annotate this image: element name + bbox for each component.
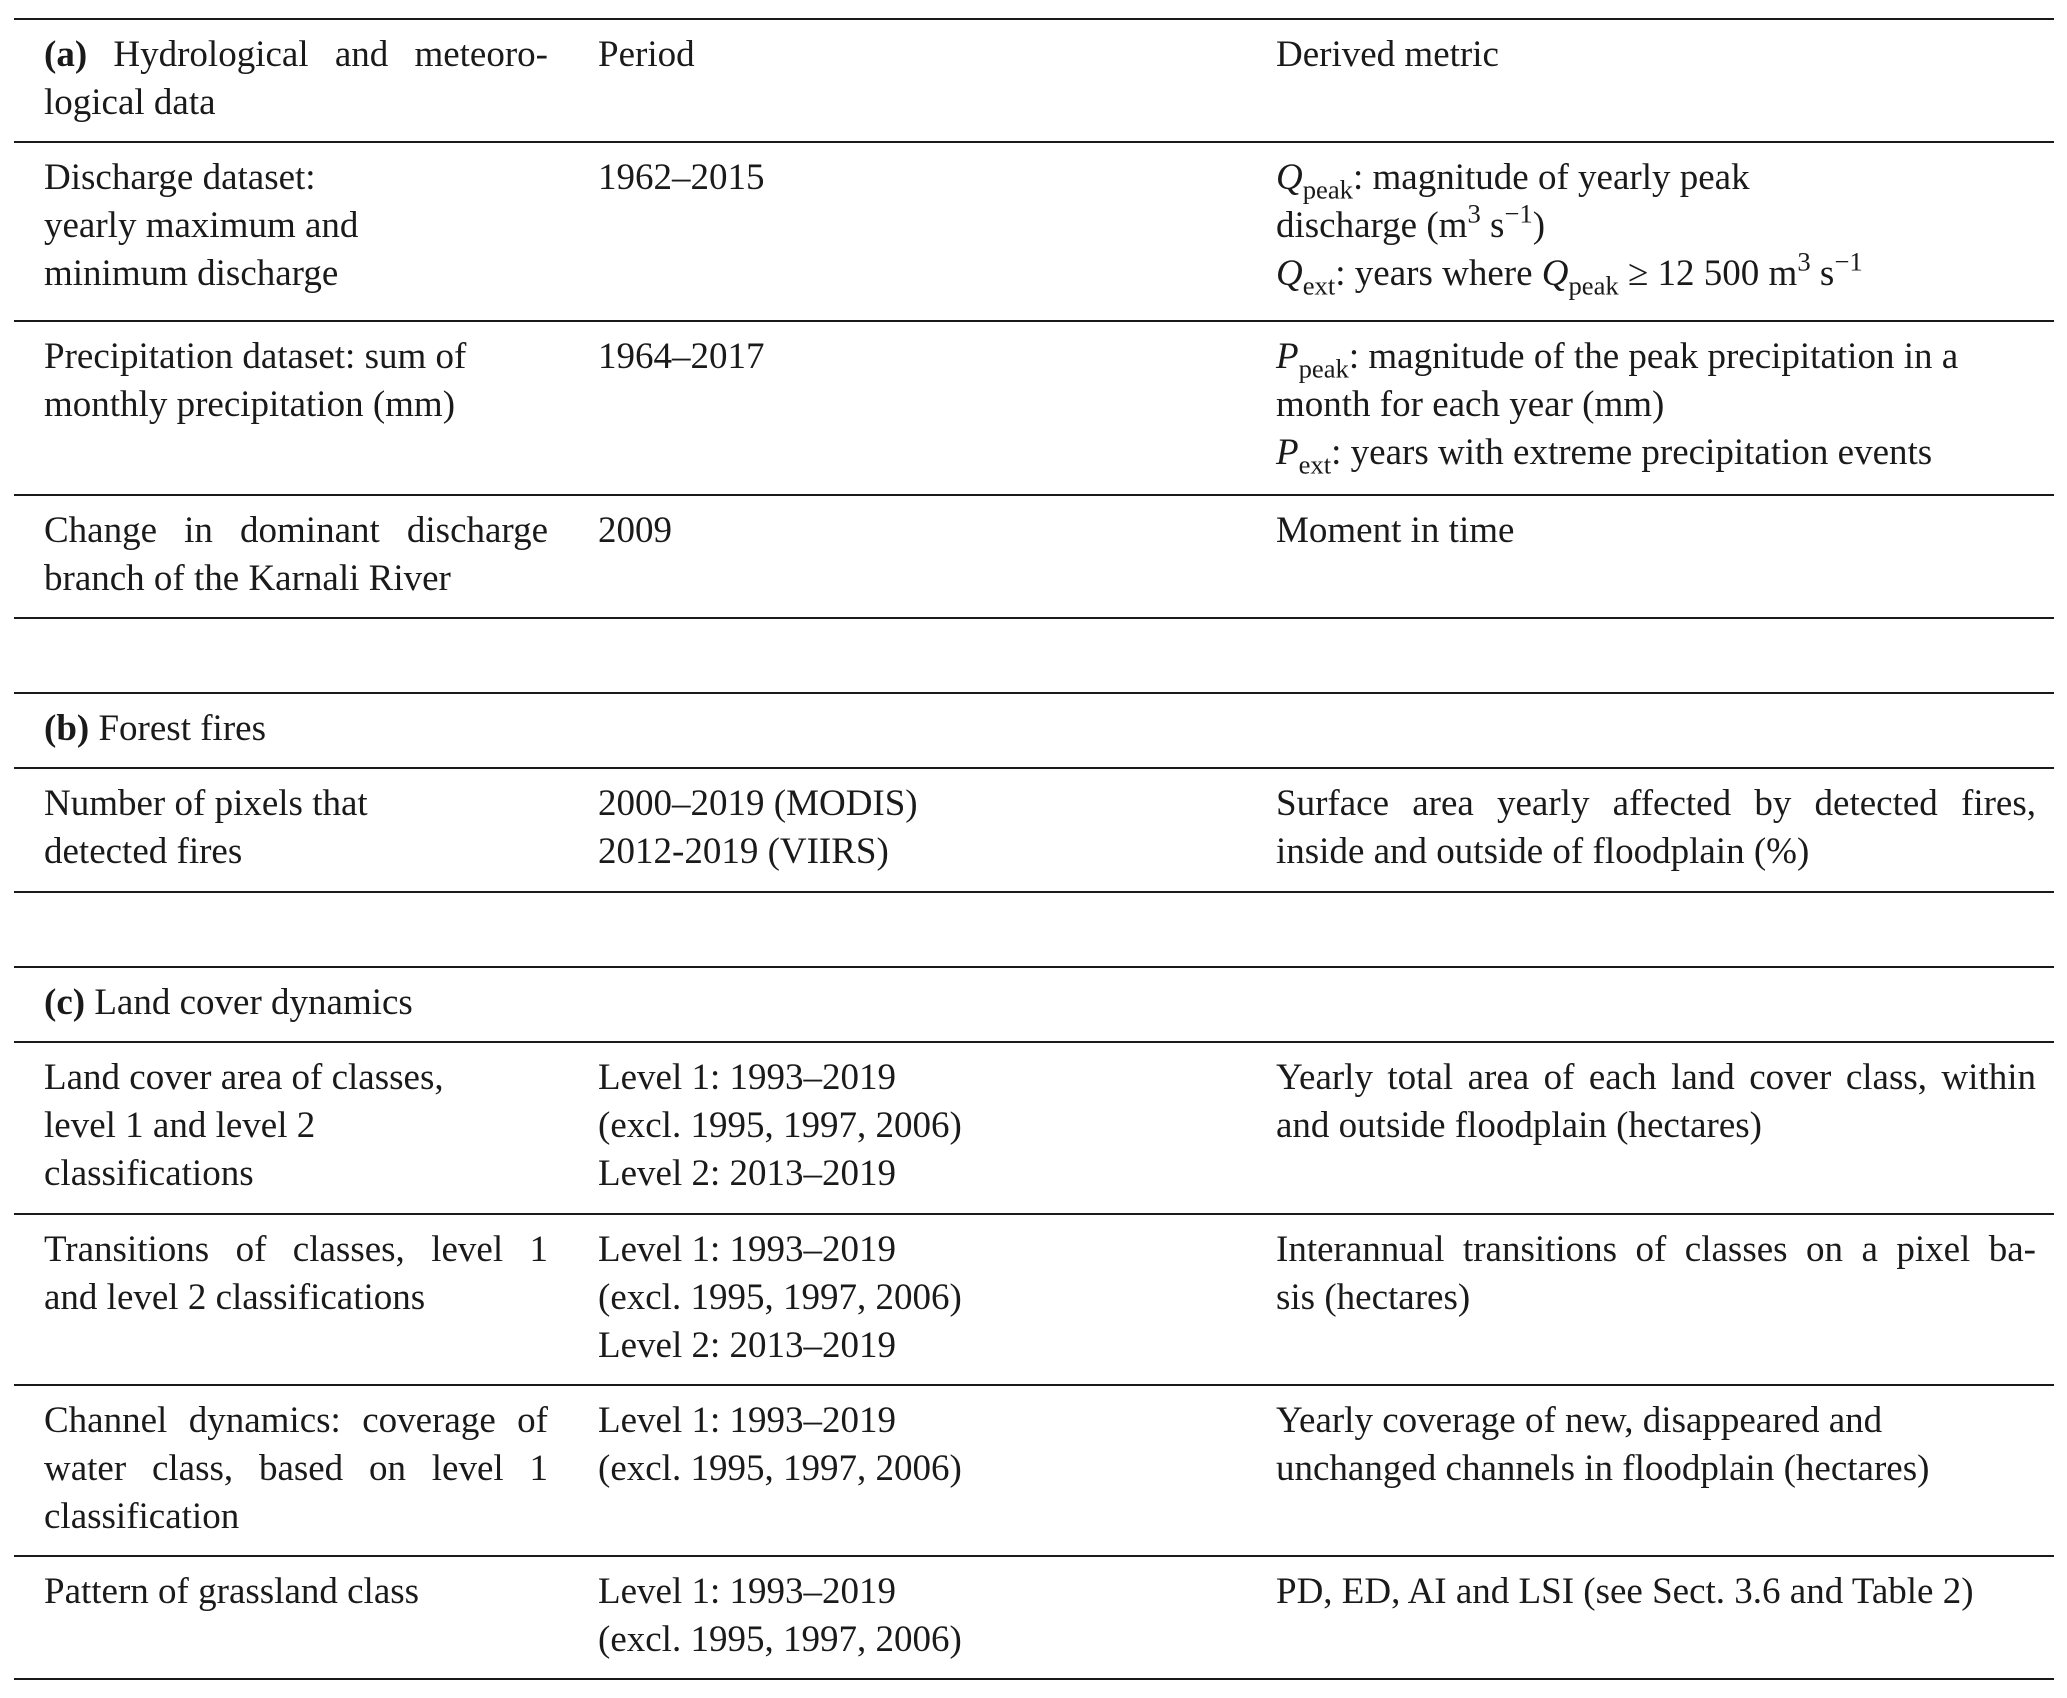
metric-ppeak-line: $P_{peak}$: magnitude of the peak precipitation in a [1276, 336, 1959, 384]
row-rule-c1 [14, 1213, 2054, 1215]
header-rule-a [14, 141, 2054, 143]
column-header-derived-metric: Derived metric [1276, 34, 1499, 75]
column-header-period: Period [598, 34, 695, 75]
table-row-metric: Yearly total area of each land cover class, within and outside floodplain (hectares) [1276, 1057, 2036, 1146]
table-row-metric: PD, ED, AI and LSI (see Sect. 3.6 and Table 2) [1276, 1571, 1974, 1612]
table-row-metric: $P_{peak}$: magnitude of the peak precipitation in a month for each year (mm) $P_{ext}$: years with extreme precipitation events [1276, 333, 2036, 477]
table-row-period: 1962–2015 [598, 157, 765, 198]
header-rule-c [14, 1041, 2054, 1043]
row-rule-c3 [14, 1555, 2054, 1557]
table-row-metric: Moment in time [1276, 510, 1515, 551]
top-rule-c [14, 966, 2054, 968]
table-row-metric: Yearly coverage of new, disappeared and unchanged channels in floodplain (hectares) [1276, 1400, 1930, 1489]
top-rule [14, 18, 2054, 20]
table-row-item: Land cover area of classes, level 1 and level 2 classifications [44, 1057, 444, 1194]
table-row-period: 1964–2017 [598, 336, 765, 377]
table-row-metric: Surface area yearly affected by detected fires, inside and outside of floodplain (%) [1276, 783, 2036, 872]
table-row-period: Level 1: 1993–2019 (excl. 1995, 1997, 2006) [598, 1400, 962, 1489]
section-c-title: Land cover dynamics [94, 982, 413, 1023]
row-rule-a2 [14, 494, 2054, 496]
top-rule-b [14, 692, 2054, 694]
metric-qext-line: $Q_{ext}$: years where $Q_{peak} \ge 12$ 500 $m^3$ $s^{-1}$ [1276, 246, 1863, 301]
metric-qpeak-line: $Q_{peak}$: magnitude of yearly peak [1276, 157, 1750, 205]
metric-pext-line: $P_{ext}$: years with extreme precipitation events [1276, 432, 1933, 480]
table-row-period: 2000–2019 (MODIS) 2012-2019 (VIIRS) [598, 783, 918, 872]
section-a-title-line2: logical data [44, 82, 216, 123]
section-c-header [44, 979, 548, 1027]
table-row-metric: Interannual transitions of classes on a pixel ba- sis (hectares) [1276, 1229, 2036, 1318]
table-row-metric [1276, 154, 2036, 301]
table-row-item: Number of pixels that detected fires [44, 783, 368, 872]
section-a-header [44, 31, 548, 127]
table-row-period: Level 1: 1993–2019 (excl. 1995, 1997, 2006) [598, 1571, 962, 1660]
table-row-item: Precipitation dataset: sum of monthly precipitation (mm) [44, 336, 467, 425]
table-row-item: Change in dominant discharge branch of the Karnali River [44, 510, 548, 599]
header-rule-b [14, 767, 2054, 769]
table-row-period: Level 1: 1993–2019 (excl. 1995, 1997, 2006) Level 2: 2013–2019 [598, 1229, 962, 1366]
table-row-item: Discharge dataset: yearly maximum and minimum discharge [44, 157, 359, 294]
section-a-title-line1: (a) Hydrological and meteoro- [44, 34, 548, 75]
table-row-item: Pattern of grassland class [44, 1571, 420, 1612]
section-a-label: (a) [44, 34, 88, 75]
table-row-item: Transitions of classes, level 1 and level 2 classifications [44, 1229, 548, 1318]
table-row-period: 2009 [598, 510, 672, 551]
metric-discharge-unit-line: discharge ($m^3$ $s^{-1}$) [1276, 198, 1546, 246]
bottom-rule-b [14, 891, 2054, 893]
row-rule-a1 [14, 320, 2054, 322]
section-b-header [44, 705, 548, 753]
bottom-rule-c [14, 1678, 2054, 1680]
bottom-rule-a [14, 617, 2054, 619]
section-b-label: (b) [44, 708, 90, 749]
section-c-label: (c) [44, 982, 86, 1023]
table-row-period: Level 1: 1993–2019 (excl. 1995, 1997, 2006) Level 2: 2013–2019 [598, 1057, 962, 1194]
section-b-title: Forest fires [98, 708, 266, 749]
row-rule-c2 [14, 1384, 2054, 1386]
table-row-item: Channel dynamics: coverage of water class, based on level 1 classification [44, 1400, 548, 1537]
